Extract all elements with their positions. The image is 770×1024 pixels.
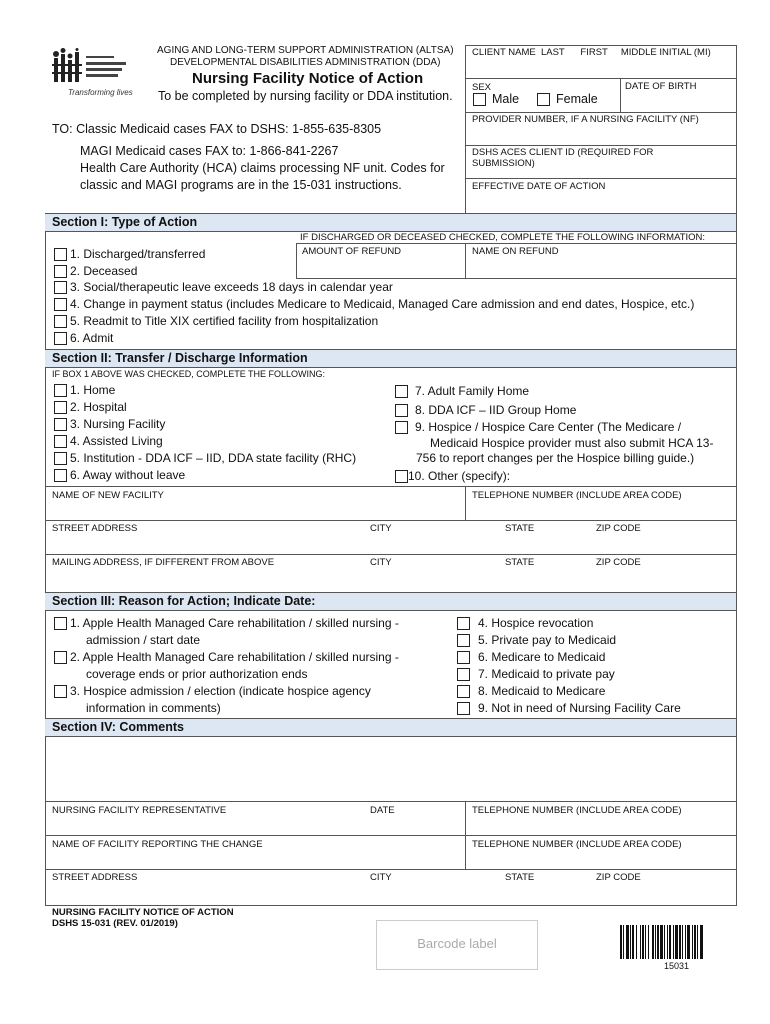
section-2-title: Section II: Transfer / Discharge Information — [52, 351, 308, 365]
new-facility-city-label: CITY — [370, 523, 392, 534]
transfer-1-checkbox[interactable] — [54, 384, 67, 397]
reason-9-checkbox[interactable] — [457, 702, 470, 715]
reason-1-label: 1. Apple Health Managed Care rehabilitation / skilled nursing - — [70, 616, 399, 630]
mailing-address-label: MAILING ADDRESS, IF DIFFERENT FROM ABOVE — [52, 557, 275, 568]
to-line-3: Health Care Authority (HCA) claims processing NF unit. Codes for — [80, 161, 445, 175]
section-3-header — [45, 592, 736, 611]
action-2-checkbox[interactable] — [54, 265, 67, 278]
female-checkbox[interactable] — [537, 93, 550, 106]
section-4-header — [45, 718, 736, 737]
transfer-5-label: 5. Institution - DDA ICF – IID, DDA state facility (RHC) — [70, 451, 357, 465]
reason-3-checkbox[interactable] — [54, 685, 67, 698]
barcode-number: 15031 — [664, 961, 690, 971]
mailing-state-label: STATE — [505, 557, 535, 568]
action-6-label: 6. Admit — [70, 331, 114, 345]
page-subtitle: To be completed by nursing facility or DDA institution. — [158, 89, 453, 103]
representative-telephone-label: TELEPHONE NUMBER (INCLUDE AREA CODE) — [472, 805, 682, 816]
comments-field[interactable] — [46, 736, 736, 801]
reason-9-label: 9. Not in need of Nursing Facility Care — [478, 701, 681, 715]
reason-3-label-line-2: information in comments) — [86, 701, 221, 715]
to-line-4: classic and MAGI programs are in the 15-031 instructions. — [80, 178, 402, 192]
action-1-checkbox[interactable] — [54, 248, 67, 261]
refund-amount-label: AMOUNT OF REFUND — [302, 246, 402, 257]
to-line-2: MAGI Medicaid cases FAX to: 1-866-841-2267 — [80, 144, 339, 158]
transfer-7-label: 7. Adult Family Home — [415, 384, 530, 398]
action-4-checkbox[interactable] — [54, 298, 67, 311]
female-label: Female — [556, 92, 598, 106]
section-2-header — [45, 349, 736, 368]
transfer-9-label-line-3: 756 to report changes per the Hospice billing guide.) — [416, 451, 695, 465]
agency-line-2: DEVELOPMENTAL DISABILITIES ADMINISTRATION (DDA) — [170, 57, 441, 68]
transfer-3-label: 3. Nursing Facility — [70, 417, 166, 431]
reason-1-label-line-2: admission / start date — [86, 633, 201, 647]
reason-4-checkbox[interactable] — [457, 617, 470, 630]
page-title: Nursing Facility Notice of Action — [192, 70, 424, 87]
reason-3-label: 3. Hospice admission / election (indicate hospice agency — [70, 684, 371, 698]
reason-2-label: 2. Apple Health Managed Care rehabilitation / skilled nursing - — [70, 650, 399, 664]
barcode-icon — [620, 925, 730, 959]
transfer-4-label: 4. Assisted Living — [70, 434, 163, 448]
transfer-6-label: 6. Away without leave — [70, 468, 186, 482]
barcode-label-text: Barcode label — [417, 936, 497, 951]
form-name: NURSING FACILITY NOTICE OF ACTION — [52, 907, 234, 918]
new-facility-zip-label: ZIP CODE — [596, 523, 641, 534]
reporting-street-label: STREET ADDRESS — [52, 872, 138, 883]
action-3-label: 3. Social/therapeutic leave exceeds 18 days in calendar year — [70, 280, 393, 294]
section-1-title: Section I: Type of Action — [52, 215, 198, 229]
client-name-label: CLIENT NAME LAST FIRST MIDDLE INITIAL (MI) — [472, 47, 711, 58]
form-number: DSHS 15-031 (REV. 01/2019) — [52, 918, 178, 929]
reason-6-label: 6. Medicare to Medicaid — [478, 650, 606, 664]
new-facility-state-label: STATE — [505, 523, 535, 534]
barcode — [620, 925, 730, 959]
reason-2-label-line-2: coverage ends or prior authorization ends — [86, 667, 308, 681]
mailing-zip-label: ZIP CODE — [596, 557, 641, 568]
section-3-title: Section III: Reason for Action; Indicate Date: — [52, 594, 316, 608]
transfer-9-label-line-2: Medicaid Hospice provider must also submit HCA 13- — [430, 436, 714, 450]
action-5-checkbox[interactable] — [54, 315, 67, 328]
reporting-state-label: STATE — [505, 872, 535, 883]
reason-7-checkbox[interactable] — [457, 668, 470, 681]
action-5-label: 5. Readmit to Title XIX certified facility from hospitalization — [70, 314, 379, 328]
to-line-1: TO: Classic Medicaid cases FAX to DSHS: 1-855-635-8305 — [52, 122, 382, 136]
section-2-note: IF BOX 1 ABOVE WAS CHECKED, COMPLETE THE FOLLOWING: — [52, 369, 326, 379]
reporting-facility-label: NAME OF FACILITY REPORTING THE CHANGE — [52, 839, 263, 850]
reason-1-checkbox[interactable] — [54, 617, 67, 630]
reason-8-label: 8. Medicaid to Medicare — [478, 684, 606, 698]
mailing-city-label: CITY — [370, 557, 392, 568]
logo-tagline: Transforming lives — [68, 88, 133, 97]
representative-label: NURSING FACILITY REPRESENTATIVE — [52, 805, 227, 816]
reason-5-checkbox[interactable] — [457, 634, 470, 647]
reason-7-label: 7. Medicaid to private pay — [478, 667, 615, 681]
section-1-header — [45, 213, 736, 232]
sex-label: SEX — [472, 82, 492, 93]
action-6-checkbox[interactable] — [54, 332, 67, 345]
transfer-4-checkbox[interactable] — [54, 435, 67, 448]
refund-name-label: NAME ON REFUND — [472, 246, 559, 257]
transfer-7-checkbox[interactable] — [395, 385, 408, 398]
action-1-label: 1. Discharged/transferred — [70, 247, 206, 261]
effective-date-label: EFFECTIVE DATE OF ACTION — [472, 181, 606, 192]
transfer-5-checkbox[interactable] — [54, 452, 67, 465]
transfer-10-checkbox[interactable] — [395, 470, 408, 483]
action-3-checkbox[interactable] — [54, 281, 67, 294]
transfer-8-checkbox[interactable] — [395, 404, 408, 417]
reporting-facility-telephone-label: TELEPHONE NUMBER (INCLUDE AREA CODE) — [472, 839, 682, 850]
transfer-8-label: 8. DDA ICF – IID Group Home — [415, 403, 577, 417]
reporting-zip-label: ZIP CODE — [596, 872, 641, 883]
provider-number-label: PROVIDER NUMBER, IF A NURSING FACILITY (NF) — [472, 114, 699, 125]
new-facility-telephone-label: TELEPHONE NUMBER (INCLUDE AREA CODE) — [472, 490, 682, 501]
transfer-10-label: 10. Other (specify): — [408, 469, 511, 483]
aces-client-id-label-2: SUBMISSION) — [472, 158, 535, 169]
transfer-3-checkbox[interactable] — [54, 418, 67, 431]
male-checkbox[interactable] — [473, 93, 486, 106]
representative-date-label: DATE — [370, 805, 395, 816]
new-facility-label: NAME OF NEW FACILITY — [52, 490, 164, 501]
reason-2-checkbox[interactable] — [54, 651, 67, 664]
transfer-2-checkbox[interactable] — [54, 401, 67, 414]
action-4-label: 4. Change in payment status (includes Medicare to Medicaid, Managed Care admission and end dates, Hospice, etc.) — [70, 297, 695, 311]
transfer-6-checkbox[interactable] — [54, 469, 67, 482]
transfer-9-label: 9. Hospice / Hospice Care Center (The Medicare / — [415, 420, 682, 434]
section-4-title: Section IV: Comments — [52, 720, 184, 734]
reason-4-label: 4. Hospice revocation — [478, 616, 594, 630]
reason-8-checkbox[interactable] — [457, 685, 470, 698]
reporting-city-label: CITY — [370, 872, 392, 883]
male-label: Male — [492, 92, 520, 106]
agency-line-1: AGING AND LONG-TERM SUPPORT ADMINISTRATION (ALTSA) — [157, 45, 454, 56]
dob-label: DATE OF BIRTH — [625, 81, 697, 92]
transfer-9-checkbox[interactable] — [395, 421, 408, 434]
action-2-label: 2. Deceased — [70, 264, 138, 278]
aces-client-id-label-1: DSHS ACES CLIENT ID (REQUIRED FOR — [472, 147, 654, 158]
reason-6-checkbox[interactable] — [457, 651, 470, 664]
transfer-2-label: 2. Hospital — [70, 400, 127, 414]
discharge-note: IF DISCHARGED OR DECEASED CHECKED, COMPLETE THE FOLLOWING INFORMATION: — [300, 232, 706, 243]
new-facility-street-label: STREET ADDRESS — [52, 523, 138, 534]
transfer-1-label: 1. Home — [70, 383, 116, 397]
barcode-label-box — [376, 920, 538, 970]
reason-5-label: 5. Private pay to Medicaid — [478, 633, 617, 647]
